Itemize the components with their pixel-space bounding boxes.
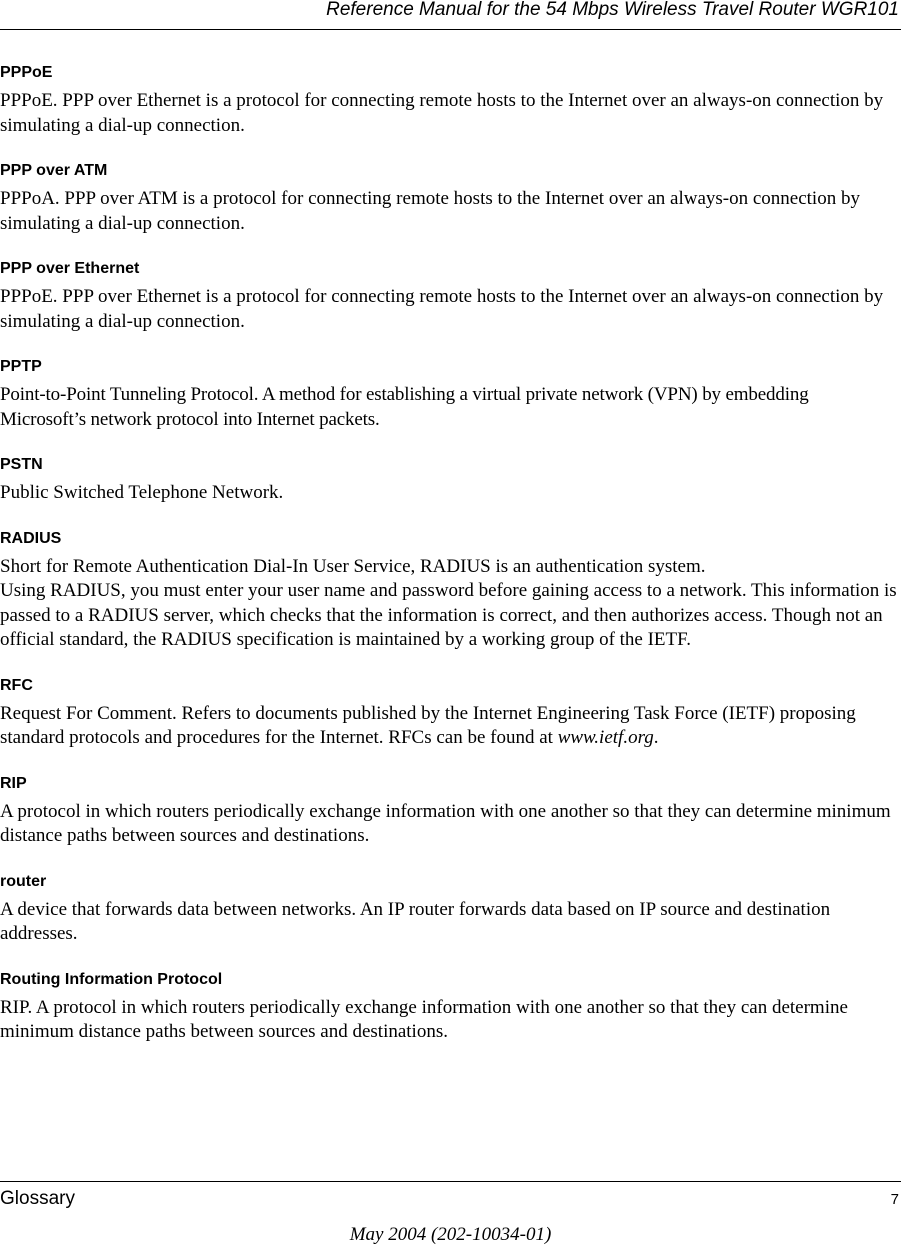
glossary-definition-end: . xyxy=(653,727,659,748)
glossary-term: PSTN xyxy=(0,456,43,473)
glossary-entry-router xyxy=(0,872,899,947)
glossary-entry-pppoe xyxy=(0,63,899,138)
glossary-entry-pptp xyxy=(0,357,899,432)
footer-section-title: Glossary xyxy=(0,1188,75,1209)
ietf-website-link: www.ietf.org xyxy=(557,727,654,748)
glossary-list xyxy=(0,63,899,1068)
glossary-term: PPP over ATM xyxy=(0,162,108,179)
glossary-definition: PPPoA. PPP over ATM is a protocol for connecting remote hosts to the Internet over an always-on connection by simulating a dial-up connection. xyxy=(0,188,860,234)
glossary-entry-ppp-over-ethernet xyxy=(0,259,899,334)
glossary-definition: A protocol in which routers periodically exchange information with one another so that they can determine minimum distance paths between sources and destinations. xyxy=(0,800,891,846)
page-number: 7 xyxy=(890,1191,899,1208)
running-header-title: Reference Manual for the 54 Mbps Wireless Travel Router WGR101 xyxy=(326,0,899,20)
glossary-definition: Public Switched Telephone Network. xyxy=(0,482,284,503)
glossary-entry-radius xyxy=(0,529,899,653)
glossary-definition: Point-to-Point Tunneling Protocol. A method for establishing a virtual private network (VPN) by embedding Microsoft’s network protocol into Internet packets. xyxy=(0,384,809,430)
glossary-term: RADIUS xyxy=(0,529,62,547)
glossary-definition xyxy=(0,702,899,751)
glossary-term: router xyxy=(0,872,47,890)
glossary-entry-ppp-over-atm xyxy=(0,161,899,236)
glossary-definition: RIP. A protocol in which routers periodically exchange information with one another so that they can determine minimum distance paths between sources and destinations. xyxy=(0,996,848,1042)
glossary-definition: PPPoE. PPP over Ethernet is a protocol for connecting remote hosts to the Internet over an always-on connection by simulating a dial-up connection. xyxy=(0,286,884,332)
glossary-term: RFC xyxy=(0,676,33,694)
footer-date: May 2004 (202-10034-01) xyxy=(349,1224,552,1245)
glossary-term: RIP xyxy=(0,774,27,792)
glossary-term: Routing Information Protocol xyxy=(0,970,223,988)
glossary-term: PPTP xyxy=(0,358,42,375)
header-rule xyxy=(0,29,901,30)
glossary-definition: PPPoE. PPP over Ethernet is a protocol for connecting remote hosts to the Internet over an always-on connection by simulating a dial-up connection. xyxy=(0,90,884,136)
glossary-term: PPPoE xyxy=(0,64,53,81)
glossary-definition-text: Request For Comment. Refers to documents published by the Internet Engineering Task Force (IETF) proposing standard protocols and procedures for the Internet. RFCs can be found at xyxy=(0,702,856,748)
glossary-term: PPP over Ethernet xyxy=(0,260,140,277)
glossary-entry-routing-information-protocol xyxy=(0,970,899,1045)
footer-rule xyxy=(0,1181,901,1182)
glossary-entry-pstn xyxy=(0,455,899,506)
glossary-definition: A device that forwards data between networks. An IP router forwards data based on IP source and destination addresses. xyxy=(0,898,831,944)
glossary-entry-rfc xyxy=(0,676,899,751)
glossary-entry-rip xyxy=(0,774,899,849)
glossary-definition-continued: Using RADIUS, you must enter your user name and password before gaining access to a network. This information is passed to a RADIUS server, which checks that the information is correct, and then authorizes access. Though not an official standard, the RADIUS specification is maintained by a working group of the IETF. xyxy=(0,580,897,650)
glossary-definition: Short for Remote Authentication Dial-In User Service, RADIUS is an authentication system. xyxy=(0,555,706,577)
